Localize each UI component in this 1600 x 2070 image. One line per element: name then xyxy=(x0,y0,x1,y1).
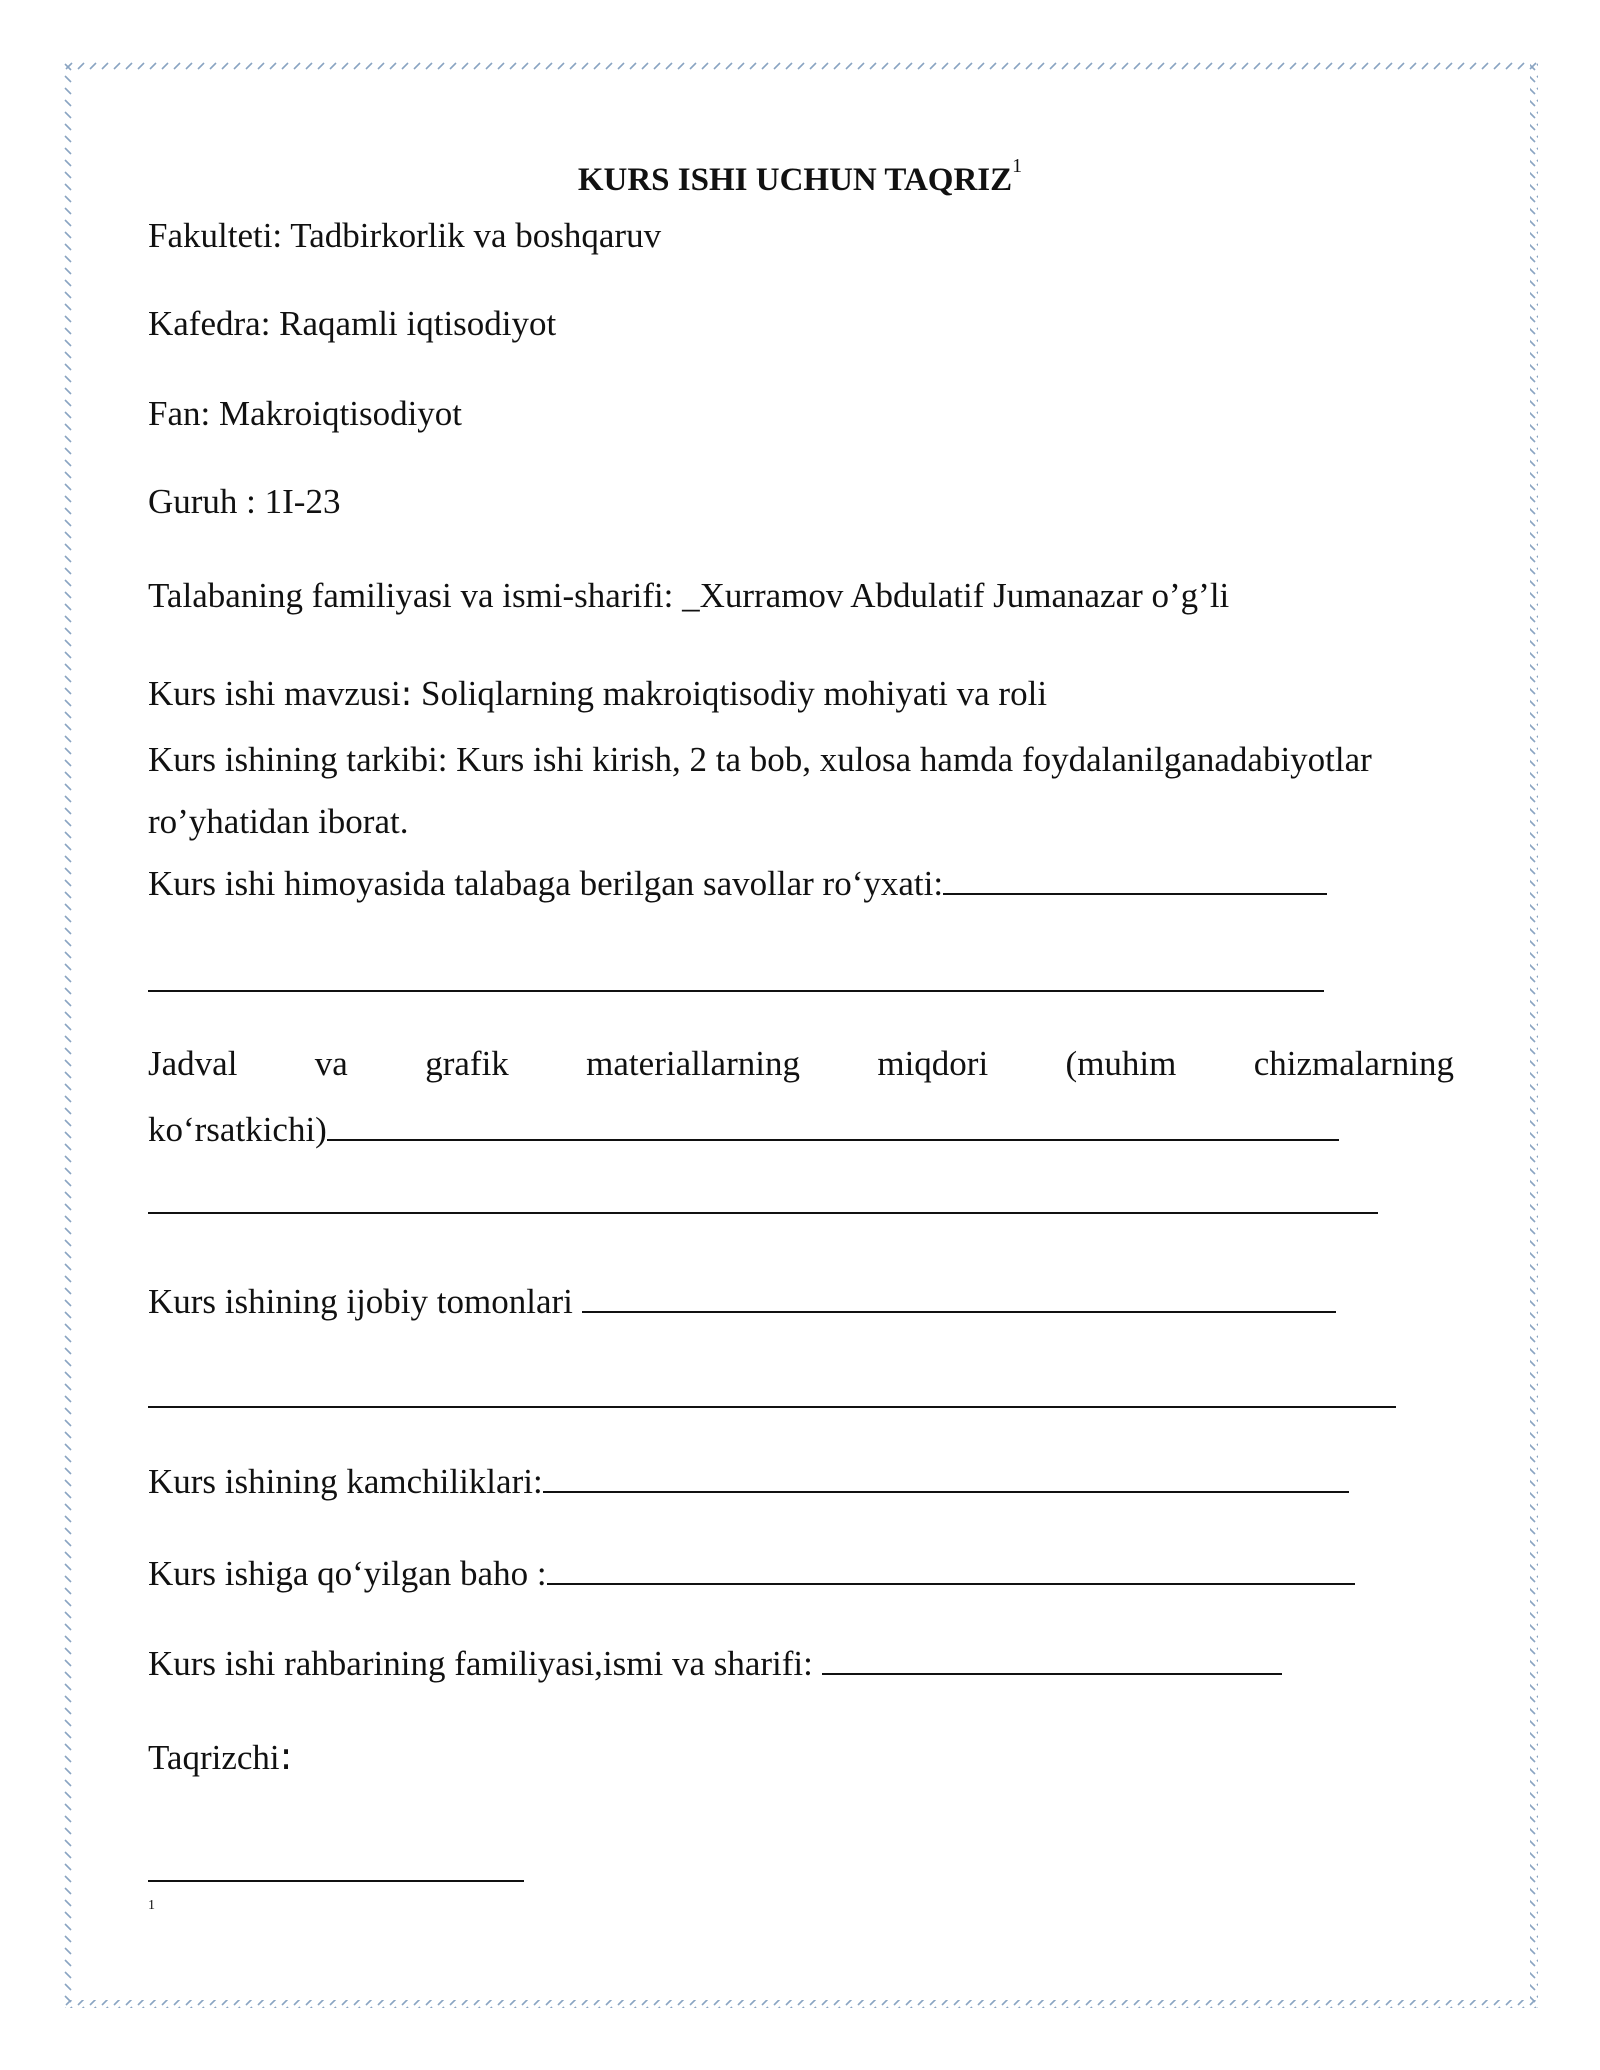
page-border xyxy=(64,62,1538,2008)
supervisor-label: Kurs ishi rahbarining familiyasi,ismi va sharifi: xyxy=(148,1644,822,1683)
topic-value: Soliqlarning makroiqtisodiy mohiyati va roli xyxy=(412,674,1048,713)
tables-word: Jadval xyxy=(148,1044,238,1083)
shortcomings-label: Kurs ishining kamchiliklari: xyxy=(148,1462,543,1501)
fakultet-line: Fakulteti: Tadbirkorlik va boshqaruv xyxy=(148,216,662,255)
footnote-number: 1 xyxy=(148,1898,155,1913)
reviewer-colon: : xyxy=(279,1734,293,1778)
tables-word: materiallarning xyxy=(586,1044,800,1083)
fan-line: Fan: Makroiqtisodiyot xyxy=(148,394,463,433)
grade-blank[interactable] xyxy=(547,1555,1355,1585)
student-name-line xyxy=(148,574,1229,618)
topic-label: Kurs ishi mavzusi xyxy=(148,674,401,713)
student-name-label: Talabaning familiyasi va ismi-sharifi: xyxy=(148,576,683,615)
tables-word: miqdori xyxy=(877,1044,989,1083)
questions-blank[interactable] xyxy=(943,865,1327,895)
supervisor-blank[interactable] xyxy=(822,1645,1282,1675)
footnote-separator xyxy=(148,1880,524,1882)
tables-word: grafik xyxy=(425,1044,509,1083)
tables-blank-line-2[interactable] xyxy=(148,1212,1378,1214)
tables-line-2 xyxy=(148,1108,1339,1152)
tables-word: va xyxy=(314,1044,348,1083)
shortcomings-line xyxy=(148,1460,1349,1504)
questions-blank-line-2[interactable] xyxy=(148,990,1324,992)
kafedra-line: Kafedra: Raqamli iqtisodiyot xyxy=(148,304,557,343)
topic-line xyxy=(148,672,1047,716)
positive-line xyxy=(148,1280,1336,1324)
reviewer-label: Taqrizchi xyxy=(148,1738,280,1777)
positive-label: Kurs ishining ijobiy tomonlari xyxy=(148,1282,582,1321)
tables-line-1 xyxy=(148,1042,1454,1086)
positive-blank-line-2[interactable] xyxy=(148,1406,1396,1408)
tables-label-end: ko‘rsatkichi) xyxy=(148,1110,327,1149)
grade-label: Kurs ishiga qo‘yilgan baho : xyxy=(148,1554,547,1593)
tables-word: chizmalarning xyxy=(1253,1044,1454,1083)
shortcomings-blank[interactable] xyxy=(543,1463,1349,1493)
structure-line-1: Kurs ishining tarkibi: Kurs ishi kirish, 2 ta bob, xulosa hamda foydalanilganadabiyotlar xyxy=(148,740,1372,779)
title-text: KURS ISHI UCHUN TAQRIZ xyxy=(577,162,1013,198)
supervisor-line xyxy=(148,1642,1282,1686)
guruh-line: Guruh : 1I-23 xyxy=(148,482,341,521)
document-title xyxy=(0,150,1600,202)
structure-line-2: ro’yhatidan iborat. xyxy=(148,802,409,841)
reviewer-line xyxy=(148,1734,292,1780)
tables-blank[interactable] xyxy=(327,1111,1339,1141)
questions-line xyxy=(148,862,1327,906)
student-name-value: _Xurramov Abdulatif Jumanazar o’g’li xyxy=(682,576,1230,615)
tables-word: (muhim xyxy=(1065,1044,1177,1083)
questions-label: Kurs ishi himoyasida talabaga berilgan savollar ro‘yxati: xyxy=(148,864,944,903)
title-footnote-ref: 1 xyxy=(1012,155,1023,177)
topic-colon: : xyxy=(400,674,413,714)
grade-line xyxy=(148,1552,1355,1596)
positive-blank[interactable] xyxy=(582,1283,1336,1313)
